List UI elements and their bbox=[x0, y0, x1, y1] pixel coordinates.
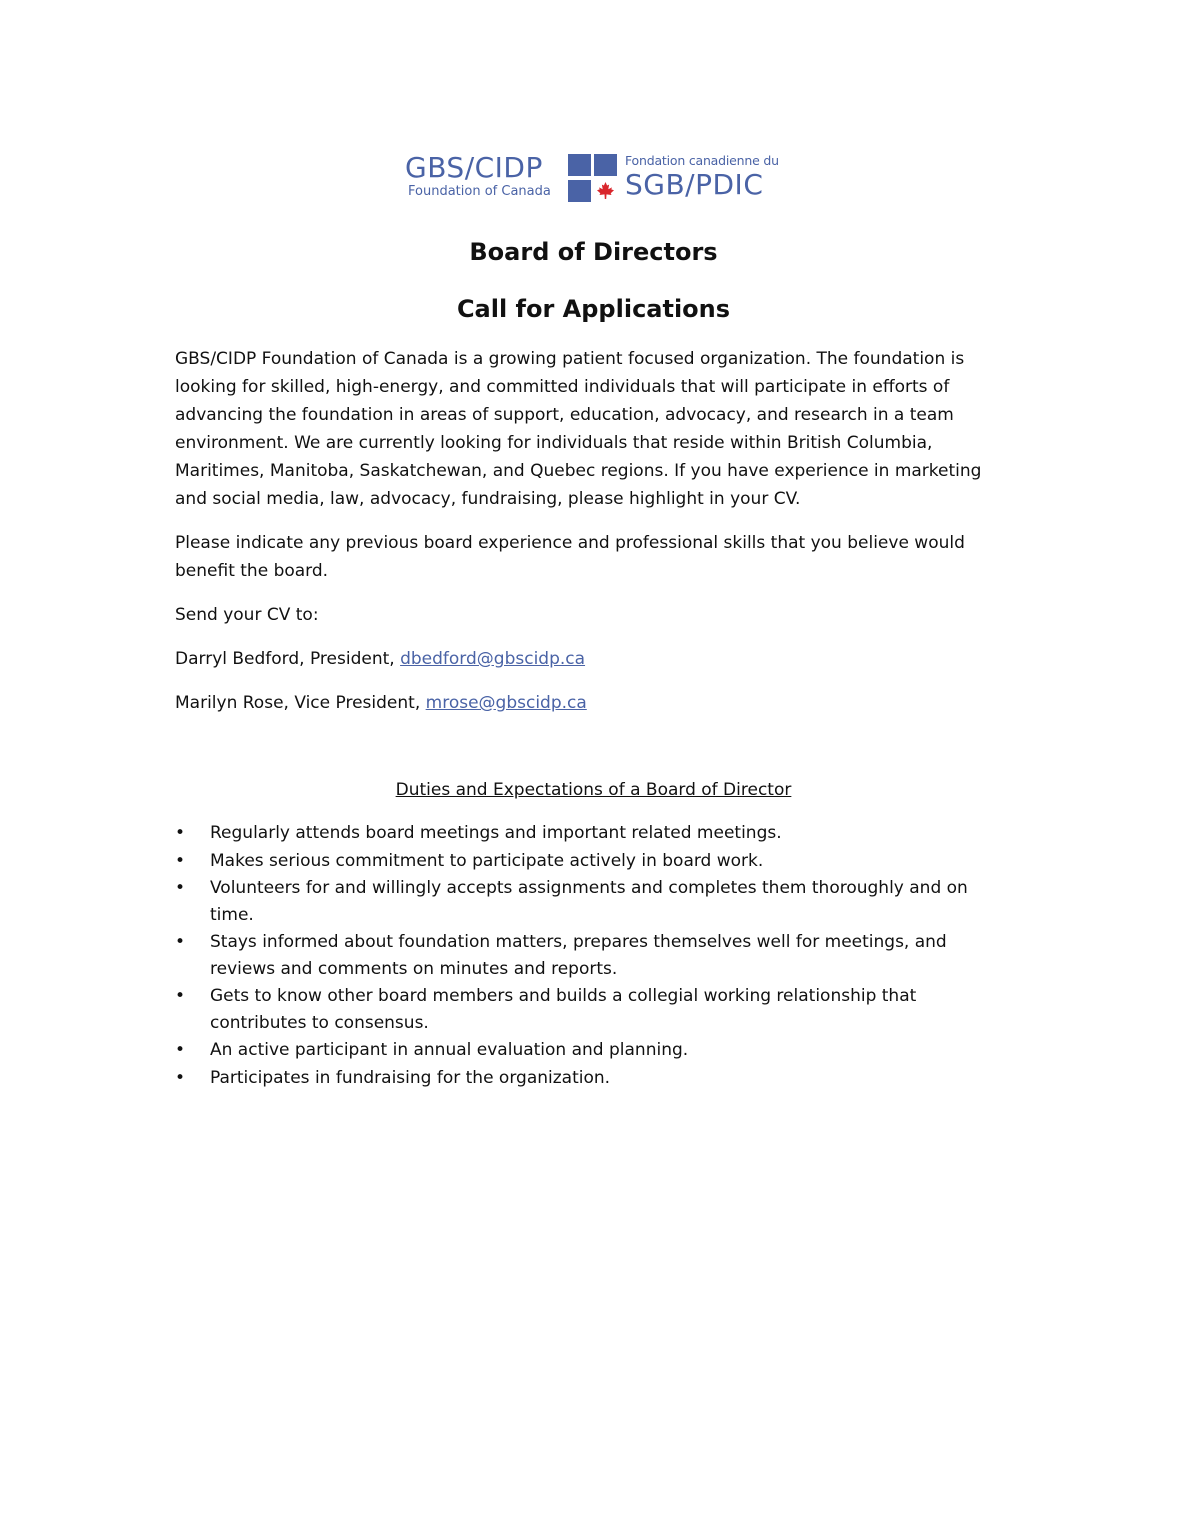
bullet-icon: • bbox=[175, 986, 186, 1006]
list-item bbox=[175, 820, 1005, 847]
duty-text: Gets to know other board members and builds a collegial working relationship that contributes to consensus. bbox=[210, 986, 917, 1033]
indicate-paragraph: Please indicate any previous board experience and professional skills that you believe would benefit the board. bbox=[175, 533, 965, 581]
logo-french-subtitle: Fondation canadienne du bbox=[625, 153, 779, 168]
send-cv-paragraph: Send your CV to: bbox=[175, 605, 319, 625]
bullet-icon: • bbox=[175, 932, 186, 952]
list-item bbox=[175, 1037, 1005, 1064]
logo-english-subtitle: Foundation of Canada bbox=[408, 184, 551, 199]
logo-english-title: GBS/CIDP bbox=[405, 151, 543, 184]
duties-heading: Duties and Expectations of a Board of Director bbox=[395, 780, 792, 800]
list-item bbox=[175, 983, 1005, 1036]
duties-list bbox=[175, 820, 1005, 1092]
contact-president-label: Darryl Bedford, President, bbox=[175, 649, 401, 669]
duty-text: Participates in fundraising for the organization. bbox=[210, 1067, 611, 1088]
intro-paragraph: GBS/CIDP Foundation of Canada is a growing patient focused organization. The foundation is looking for skilled, high-energy, and committed individuals that will participate in efforts of advancing the foundation in areas of support, education, advocacy, and research in a team environment. We are currently looking for individuals that reside within British Columbia, Maritimes, Manitoba, Saskatchewan, and Quebec regions. If you have experience in marketing and social media, law, advocacy, fundraising, please highlight in your CV. bbox=[175, 349, 982, 509]
duty-text: Makes serious commitment to participate actively in board work. bbox=[210, 850, 764, 871]
duty-text: Volunteers for and willingly accepts assignments and completes them thoroughly and on time. bbox=[210, 878, 968, 925]
duty-text: Regularly attends board meetings and important related meetings. bbox=[210, 823, 782, 843]
page-subtitle: Call for Applications bbox=[456, 295, 731, 323]
logo-french-title: SGB/PDIC bbox=[625, 168, 764, 201]
president-email-link[interactable]: dbedford@gbscidp.ca bbox=[400, 649, 586, 669]
logo-english bbox=[405, 152, 565, 200]
list-item bbox=[175, 848, 1005, 875]
bullet-icon: • bbox=[175, 878, 186, 898]
list-item bbox=[175, 875, 1005, 928]
logo-squares-icon bbox=[568, 154, 620, 204]
duty-text: An active participant in annual evaluation and planning. bbox=[210, 1040, 689, 1060]
contact-vice-president bbox=[175, 689, 1005, 717]
bullet-icon: • bbox=[175, 823, 186, 843]
bullet-icon: • bbox=[175, 1040, 186, 1060]
foundation-logo bbox=[405, 148, 795, 210]
contact-vice-president-label: Marilyn Rose, Vice President, bbox=[175, 693, 426, 713]
maple-leaf-icon bbox=[597, 182, 614, 199]
bullet-icon: • bbox=[175, 850, 186, 871]
list-item bbox=[175, 1065, 1005, 1092]
vice-president-email-link[interactable]: mrose@gbscidp.ca bbox=[425, 693, 587, 713]
page-title: Board of Directors bbox=[469, 238, 718, 266]
bullet-icon: • bbox=[175, 1067, 186, 1088]
duty-text: Stays informed about foundation matters, prepares themselves well for meetings, and reviews and comments on minutes and reports. bbox=[210, 932, 947, 979]
contact-president bbox=[175, 645, 1005, 673]
list-item bbox=[175, 929, 1005, 982]
logo-french bbox=[625, 153, 795, 201]
